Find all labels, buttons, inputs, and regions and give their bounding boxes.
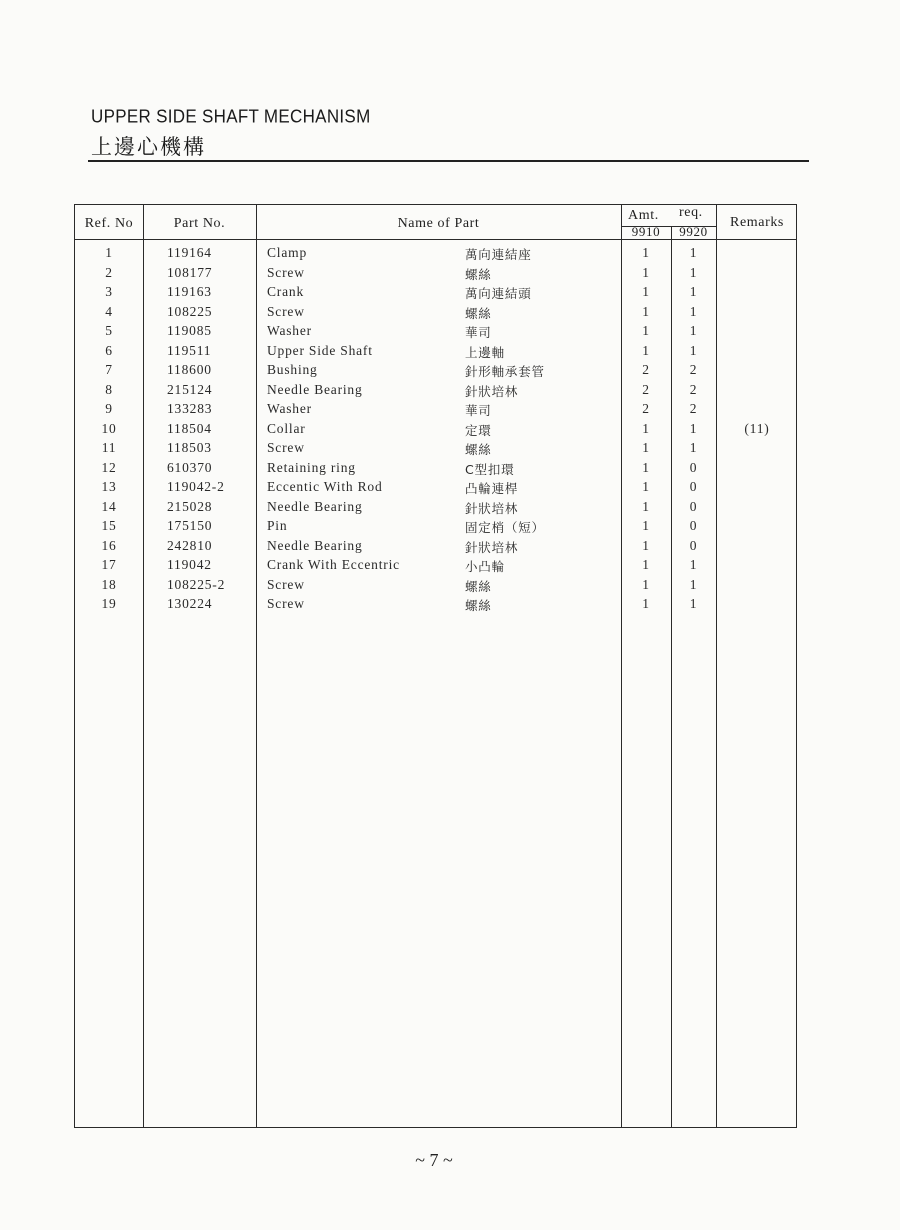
part-name-zh: 萬向連結頭 xyxy=(465,286,532,301)
ref-no: 6 xyxy=(105,342,113,358)
part-name-zh: 螺絲 xyxy=(465,266,492,282)
table-row xyxy=(75,596,796,616)
part-name-en: Clamp xyxy=(267,245,307,260)
part-no: 119164 xyxy=(167,245,212,260)
part-name-en: Pin xyxy=(267,518,288,533)
ref-no: 19 xyxy=(101,596,117,611)
amount-9920: 1 xyxy=(689,342,698,358)
part-name-zh: 華司 xyxy=(465,325,492,340)
part-name-en: Bushing xyxy=(267,362,318,377)
part-name-en: Crank xyxy=(267,284,304,299)
part-no: 215028 xyxy=(167,498,213,514)
amount-9910: 1 xyxy=(642,557,650,572)
amount-9920: 0 xyxy=(689,479,698,494)
col-header-model-9910: 9910 xyxy=(631,224,661,239)
part-name-en: Washer xyxy=(267,401,312,416)
part-name-en: Needle Bearing xyxy=(267,537,363,553)
amount-9910: 1 xyxy=(642,323,650,338)
ref-no: 4 xyxy=(105,303,113,319)
table-row xyxy=(75,479,796,499)
amount-9920: 1 xyxy=(689,323,698,338)
part-no: 610370 xyxy=(167,459,213,475)
amount-9910: 1 xyxy=(642,264,650,280)
table-row xyxy=(75,538,796,558)
amount-9910: 1 xyxy=(642,498,650,514)
amount-9910: 1 xyxy=(642,537,650,553)
amount-9910: 1 xyxy=(642,596,650,611)
ref-no: 9 xyxy=(105,401,113,416)
part-name-zh: 針形軸承套管 xyxy=(465,364,545,379)
ref-no: 12 xyxy=(101,459,117,475)
amount-9910: 2 xyxy=(642,362,650,377)
ref-no: 11 xyxy=(101,440,117,455)
table-row xyxy=(75,382,796,402)
part-no: 119042-2 xyxy=(167,479,225,494)
amount-9910: 1 xyxy=(642,420,650,436)
col-header-req: req. xyxy=(679,205,703,220)
col-header-part: Part No. xyxy=(173,216,226,231)
ref-no: 1 xyxy=(105,245,113,260)
col-header-amt: Amt. xyxy=(628,208,659,223)
part-name-en: Screw xyxy=(267,264,305,280)
part-name-zh: 萬向連結座 xyxy=(465,247,532,262)
part-name-en: Needle Bearing xyxy=(267,381,363,397)
ref-no: 5 xyxy=(105,323,113,338)
part-no: 108225 xyxy=(167,303,213,319)
table-row xyxy=(75,557,796,577)
parts-table xyxy=(74,204,797,1128)
part-name-en: Screw xyxy=(267,440,305,455)
part-name-en: Screw xyxy=(267,576,305,592)
table-row xyxy=(75,284,796,304)
part-name-en: Washer xyxy=(267,323,312,338)
ref-no: 2 xyxy=(105,264,113,280)
table-row xyxy=(75,323,796,343)
amount-9910: 2 xyxy=(642,381,650,397)
ref-no: 17 xyxy=(101,557,117,572)
part-no: 118600 xyxy=(167,362,212,377)
amount-9920: 1 xyxy=(689,420,698,436)
part-name-zh: 針狀培林 xyxy=(465,539,519,555)
part-name-zh: C型扣環 xyxy=(465,461,515,477)
ref-no: 13 xyxy=(101,479,117,494)
table-row xyxy=(75,460,796,480)
part-name-en: Needle Bearing xyxy=(267,498,363,514)
amount-9920: 1 xyxy=(689,440,698,455)
part-no: 108177 xyxy=(167,264,213,280)
part-name-zh: 針狀培林 xyxy=(465,500,519,516)
amount-9910: 1 xyxy=(642,576,650,592)
ref-no: 15 xyxy=(101,518,117,533)
part-name-en: Upper Side Shaft xyxy=(267,342,373,358)
table-row xyxy=(75,362,796,382)
table-row xyxy=(75,343,796,363)
part-name-zh: 螺絲 xyxy=(465,305,492,321)
ref-no: 3 xyxy=(105,284,113,299)
amount-9910: 1 xyxy=(642,303,650,319)
table-row xyxy=(75,440,796,460)
part-name-zh: 定環 xyxy=(465,422,492,438)
amount-9910: 1 xyxy=(642,342,650,358)
amount-9920: 1 xyxy=(689,264,698,280)
part-name-zh: 固定梢（短） xyxy=(465,520,545,535)
part-no: 242810 xyxy=(167,537,213,553)
part-no: 119511 xyxy=(167,342,212,358)
amount-9910: 1 xyxy=(642,440,650,455)
part-no: 130224 xyxy=(167,596,213,611)
table-row xyxy=(75,499,796,519)
ref-no: 18 xyxy=(101,576,117,592)
part-name-en: Crank With Eccentric xyxy=(267,557,400,572)
amount-9910: 2 xyxy=(642,401,650,416)
part-no: 118504 xyxy=(167,420,212,436)
part-no: 119085 xyxy=(167,323,212,338)
amount-9910: 1 xyxy=(642,245,650,260)
table-row xyxy=(75,518,796,538)
part-no: 108225-2 xyxy=(167,576,226,592)
part-no: 133283 xyxy=(167,401,213,416)
part-name-en: Screw xyxy=(267,596,305,611)
amount-9920: 1 xyxy=(689,596,698,611)
part-no: 175150 xyxy=(167,518,213,533)
part-name-zh: 螺絲 xyxy=(465,598,492,613)
col-header-ref: Ref. No xyxy=(84,216,134,231)
part-no: 215124 xyxy=(167,381,213,397)
amount-9910: 1 xyxy=(642,459,650,475)
amount-9920: 1 xyxy=(689,245,698,260)
amount-9920: 1 xyxy=(689,557,698,572)
amount-9920: 1 xyxy=(689,284,698,299)
ref-no: 14 xyxy=(101,498,117,514)
table-row xyxy=(75,265,796,285)
part-name-zh: 華司 xyxy=(465,403,492,418)
amount-9920: 0 xyxy=(689,537,698,553)
part-name-en: Eccentic With Rod xyxy=(267,479,383,494)
table-row xyxy=(75,245,796,265)
ref-no: 16 xyxy=(101,537,117,553)
part-no: 119163 xyxy=(167,284,212,299)
col-header-name: Name of Part xyxy=(397,216,480,231)
col-header-model-9920: 9920 xyxy=(679,224,708,239)
table-row xyxy=(75,577,796,597)
table-row xyxy=(75,421,796,441)
page-title-en: UPPER SIDE SHAFT MECHANISM xyxy=(91,106,371,127)
amount-9910: 1 xyxy=(642,479,650,494)
amount-9920: 2 xyxy=(689,362,698,377)
table-row xyxy=(75,401,796,421)
amount-9910: 1 xyxy=(642,284,650,299)
amount-9920: 1 xyxy=(689,576,698,592)
remarks: (11) xyxy=(744,420,770,436)
part-no: 118503 xyxy=(167,440,212,455)
part-name-zh: 針狀培林 xyxy=(465,383,519,399)
part-name-zh: 凸輪連桿 xyxy=(465,481,519,496)
amount-9920: 0 xyxy=(689,498,698,514)
amount-9920: 0 xyxy=(689,459,698,475)
part-name-en: Retaining ring xyxy=(267,459,356,475)
amount-9920: 0 xyxy=(689,518,698,533)
ref-no: 7 xyxy=(105,362,113,377)
amount-9920: 2 xyxy=(689,401,698,416)
amount-9910: 1 xyxy=(642,518,650,533)
table-row xyxy=(75,304,796,324)
part-name-zh: 小凸輪 xyxy=(465,559,505,574)
part-no: 119042 xyxy=(167,557,212,572)
part-name-zh: 上邊軸 xyxy=(465,344,505,360)
ref-no: 10 xyxy=(101,420,117,436)
part-name-en: Screw xyxy=(267,303,305,319)
page-number: ~ 7 ~ xyxy=(415,1150,453,1170)
part-name-zh: 螺絲 xyxy=(465,442,492,457)
col-header-remarks: Remarks xyxy=(730,215,784,230)
amount-9920: 1 xyxy=(689,303,698,319)
amount-9920: 2 xyxy=(689,381,698,397)
part-name-en: Collar xyxy=(267,420,306,436)
ref-no: 8 xyxy=(105,381,113,397)
page-title-zh: 上邊心機構 xyxy=(91,135,206,159)
title-underline xyxy=(88,160,809,162)
part-name-zh: 螺絲 xyxy=(465,578,492,594)
